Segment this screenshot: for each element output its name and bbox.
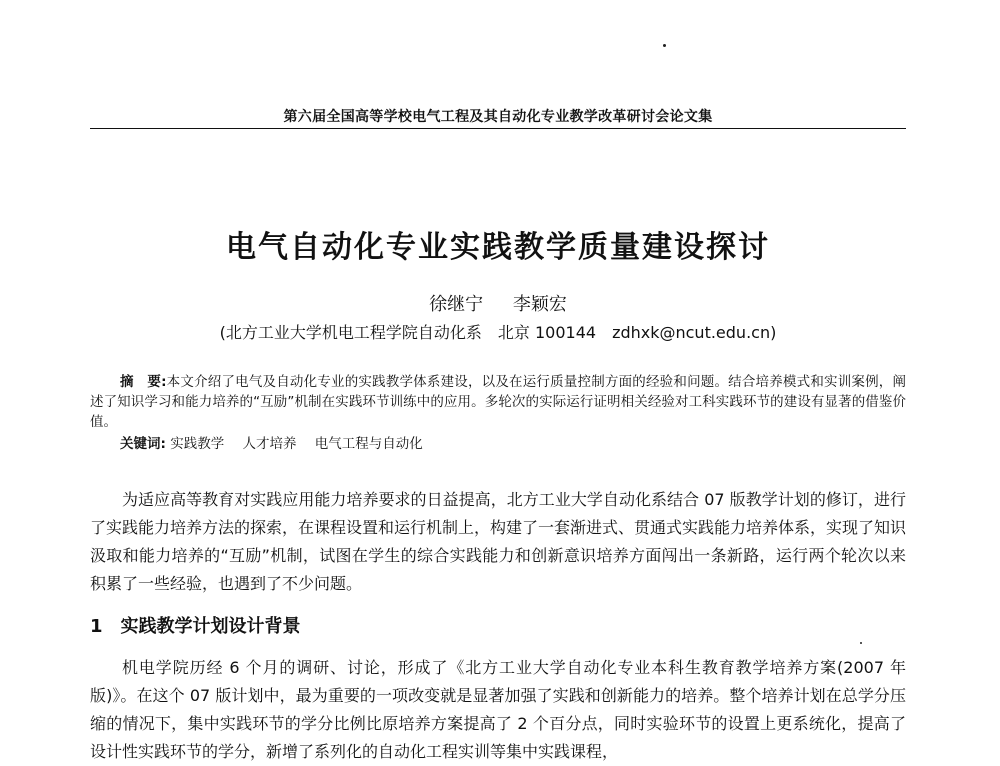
keywords-label: 关键词:: [120, 436, 166, 452]
abstract-label: 摘 要:: [120, 374, 167, 390]
keyword: 人才培养: [242, 436, 297, 452]
abstract: [90, 372, 906, 432]
section-heading: [90, 612, 906, 638]
keywords: [120, 434, 906, 454]
author-list: [90, 290, 906, 316]
author-name: 徐继宁: [429, 294, 484, 315]
header-rule: [90, 128, 906, 129]
scan-speck: [860, 642, 862, 644]
author-affiliation: (北方工业大学机电工程学院自动化系 北京 100144 zdhxk@ncut.edu.cn): [219, 323, 777, 342]
running-head: 第六届全国高等学校电气工程及其自动化专业教学改革研讨会论文集: [283, 109, 713, 125]
abstract-text: 本文介绍了电气及自动化专业的实践教学体系建设，以及在运行质量控制方面的经验和问题。结合培养模式和实训案例，阐述了知识学习和能力培养的“互励”机制在实践环节训练中的应用。多轮次的实际运行证明相关经验对工科实践环节的建设有显著的借鉴价值。: [90, 374, 906, 430]
section-title: 实践教学计划设计背景: [120, 616, 301, 637]
intro-paragraph: 为适应高等教育对实践应用能力培养要求的日益提高，北方工业大学自动化系结合 07 版教学计划的修订，进行了实践能力培养方法的探索，在课程设置和运行机制上，构建了一套渐进式、贯通式实践能力培养体系，实现了知识汲取和能力培养的“互励”机制，试图在学生的综合实践能力和创新意识培养方面闯出一条新路，运行两个轮次以来积累了一些经验，也遇到了不少问题。: [90, 490, 907, 593]
section-number: 1: [90, 616, 103, 637]
keyword: 实践教学: [170, 436, 225, 452]
body-paragraph: 机电学院历经 6 个月的调研、讨论，形成了《北方工业大学自动化专业本科生教育教学培养方案(2007 年版)》。在这个 07 版计划中，最为重要的一项改变就是显著加强了实践和创新能力的培养。整个培养计划在总学分压缩的情况下，集中实践环节的学分比例比原培养方案提高了 2 个百分点，同时实验环节的设置上更系统化，提高了设计性实践环节的学分，新增了系列化的自动化工程实训等集中实践课程，: [90, 658, 906, 761]
scan-speck: [663, 44, 666, 47]
author-name: 李颖宏: [512, 294, 567, 315]
keyword: 电气工程与自动化: [314, 436, 423, 452]
paper-title: 电气自动化专业实践教学质量建设探讨: [226, 230, 770, 265]
